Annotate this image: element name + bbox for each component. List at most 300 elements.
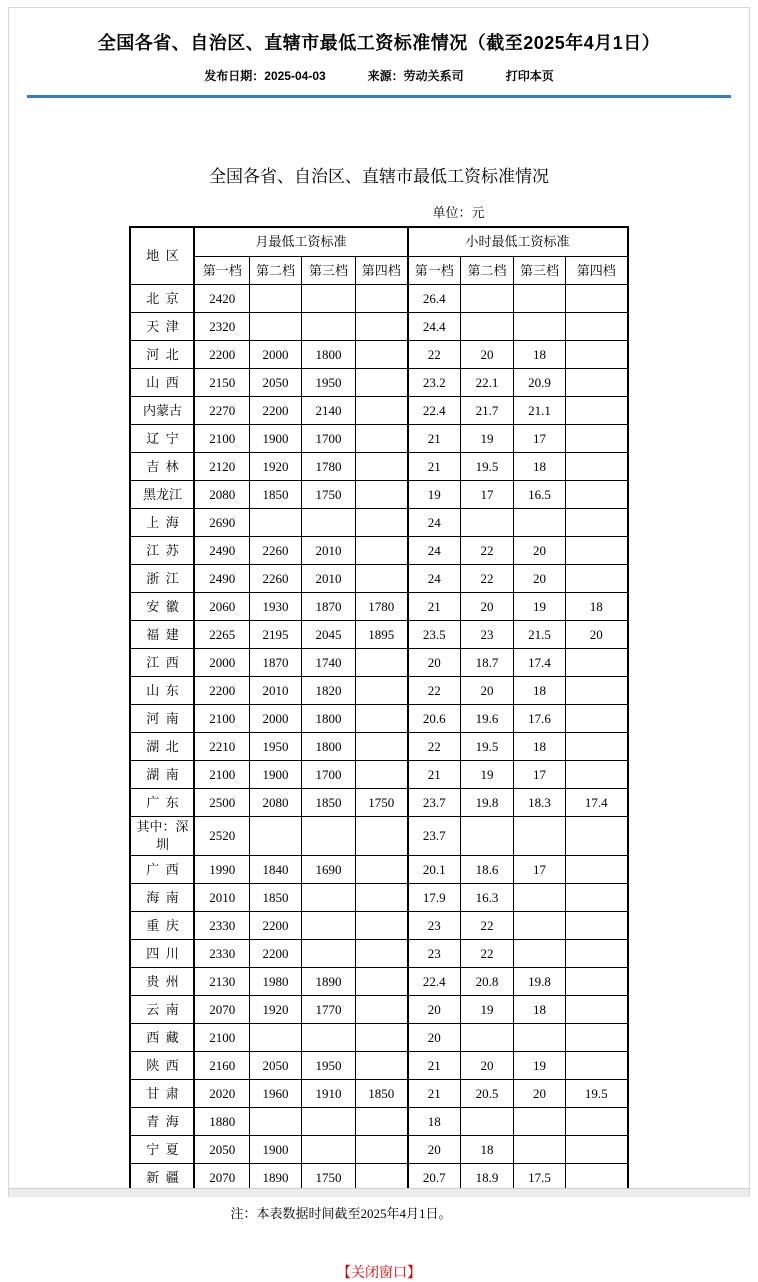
hourly-value-cell: 23	[408, 912, 461, 940]
table-row	[130, 733, 627, 761]
monthly-value-cell: 2010	[301, 537, 355, 565]
region-cell: 宁 夏	[130, 1136, 194, 1164]
monthly-value-cell	[355, 1052, 407, 1080]
hourly-value-cell	[461, 1108, 514, 1136]
hourly-value-cell: 23	[408, 940, 461, 968]
monthly-value-cell: 1750	[301, 481, 355, 509]
hourly-value-cell	[566, 1136, 628, 1164]
monthly-value-cell: 2265	[194, 621, 249, 649]
monthly-tier-1-header: 第一档	[194, 257, 249, 285]
monthly-value-cell: 1780	[355, 593, 407, 621]
hourly-value-cell	[566, 1052, 628, 1080]
monthly-value-cell: 1750	[355, 789, 407, 817]
hourly-value-cell	[514, 912, 566, 940]
hourly-value-cell: 18	[514, 453, 566, 481]
hourly-value-cell: 19	[408, 481, 461, 509]
hourly-value-cell: 19.5	[461, 453, 514, 481]
region-header: 地 区	[130, 227, 194, 285]
region-cell: 湖 南	[130, 761, 194, 789]
hourly-value-cell	[566, 677, 628, 705]
monthly-value-cell: 2420	[194, 285, 249, 313]
unit-row	[131, 202, 628, 221]
monthly-value-cell: 1950	[249, 733, 301, 761]
hourly-value-cell: 18	[514, 996, 566, 1024]
region-cell: 陕 西	[130, 1052, 194, 1080]
monthly-value-cell: 2200	[249, 397, 301, 425]
monthly-value-cell: 2500	[194, 789, 249, 817]
monthly-value-cell: 1820	[301, 677, 355, 705]
table-row	[130, 537, 627, 565]
monthly-value-cell	[355, 912, 407, 940]
region-cell: 河 北	[130, 341, 194, 369]
monthly-value-cell: 2210	[194, 733, 249, 761]
monthly-value-cell	[355, 761, 407, 789]
monthly-value-cell	[355, 968, 407, 996]
hourly-value-cell	[566, 817, 628, 856]
monthly-value-cell: 1700	[301, 761, 355, 789]
monthly-value-cell	[249, 509, 301, 537]
hourly-value-cell: 22	[461, 912, 514, 940]
monthly-value-cell: 2130	[194, 968, 249, 996]
hourly-value-cell: 21	[408, 593, 461, 621]
monthly-value-cell: 2140	[301, 397, 355, 425]
monthly-value-cell: 1800	[301, 733, 355, 761]
table-row	[130, 1108, 627, 1136]
monthly-value-cell	[249, 817, 301, 856]
monthly-value-cell: 2200	[249, 912, 301, 940]
region-cell: 贵 州	[130, 968, 194, 996]
monthly-value-cell	[301, 912, 355, 940]
hourly-value-cell	[566, 397, 628, 425]
monthly-value-cell: 1930	[249, 593, 301, 621]
monthly-value-cell: 1950	[301, 369, 355, 397]
monthly-value-cell	[355, 817, 407, 856]
table-row	[130, 369, 627, 397]
hourly-value-cell: 20.6	[408, 705, 461, 733]
hourly-value-cell	[566, 509, 628, 537]
meta-row	[9, 67, 749, 84]
region-cell: 安 徽	[130, 593, 194, 621]
monthly-value-cell: 2050	[194, 1136, 249, 1164]
hourly-tier-2-header: 第二档	[461, 257, 514, 285]
hourly-tier-1-header: 第一档	[408, 257, 461, 285]
monthly-tier-3-header: 第三档	[301, 257, 355, 285]
region-cell: 湖 北	[130, 733, 194, 761]
bottom-strip	[9, 1188, 749, 1197]
region-cell: 黑龙江	[130, 481, 194, 509]
monthly-value-cell	[301, 1136, 355, 1164]
hourly-value-cell: 20	[514, 537, 566, 565]
monthly-value-cell: 2330	[194, 940, 249, 968]
hourly-value-cell: 19.8	[514, 968, 566, 996]
hourly-value-cell: 20.5	[461, 1080, 514, 1108]
hourly-value-cell: 22	[408, 341, 461, 369]
hourly-value-cell: 23	[461, 621, 514, 649]
monthly-value-cell: 2010	[301, 565, 355, 593]
hourly-value-cell	[514, 1024, 566, 1052]
monthly-value-cell: 2100	[194, 761, 249, 789]
hourly-value-cell: 17.9	[408, 884, 461, 912]
monthly-value-cell: 2260	[249, 537, 301, 565]
hourly-value-cell: 21	[408, 425, 461, 453]
hourly-value-cell: 24	[408, 537, 461, 565]
monthly-value-cell: 2070	[194, 996, 249, 1024]
hourly-value-cell: 23.7	[408, 789, 461, 817]
monthly-value-cell	[249, 313, 301, 341]
hourly-value-cell: 20	[461, 341, 514, 369]
hourly-value-cell: 19	[461, 425, 514, 453]
monthly-value-cell	[355, 677, 407, 705]
monthly-value-cell: 1870	[301, 593, 355, 621]
monthly-value-cell	[355, 397, 407, 425]
table-row	[130, 912, 627, 940]
unit-label: 单位：元	[432, 205, 485, 220]
hourly-value-cell: 21.5	[514, 621, 566, 649]
monthly-value-cell: 1870	[249, 649, 301, 677]
hourly-value-cell	[566, 453, 628, 481]
hourly-value-cell	[514, 817, 566, 856]
region-cell: 天 津	[130, 313, 194, 341]
monthly-value-cell: 2200	[194, 341, 249, 369]
table-row	[130, 996, 627, 1024]
monthly-value-cell: 1750	[301, 1164, 355, 1193]
hourly-value-cell	[514, 509, 566, 537]
hourly-value-cell: 24	[408, 509, 461, 537]
hourly-value-cell	[514, 1136, 566, 1164]
monthly-value-cell	[249, 285, 301, 313]
publish-date: 发布日期：2025-04-03	[204, 69, 326, 83]
table-note: 注：本表数据时间截至2025年4月1日。	[230, 1206, 452, 1221]
hourly-value-cell: 19	[461, 996, 514, 1024]
hourly-value-cell: 22.4	[408, 968, 461, 996]
monthly-value-cell: 2490	[194, 565, 249, 593]
hourly-value-cell	[566, 761, 628, 789]
hourly-tier-3-header: 第三档	[514, 257, 566, 285]
article-body	[9, 162, 749, 1222]
hourly-value-cell: 20	[461, 593, 514, 621]
hourly-value-cell	[566, 912, 628, 940]
hourly-value-cell: 22	[461, 940, 514, 968]
monthly-value-cell	[355, 369, 407, 397]
monthly-value-cell: 2000	[249, 705, 301, 733]
table-row	[130, 565, 627, 593]
hourly-value-cell: 22	[408, 677, 461, 705]
table-row	[130, 313, 627, 341]
hourly-value-cell: 19.6	[461, 705, 514, 733]
hourly-value-cell: 19.5	[566, 1080, 628, 1108]
hourly-value-cell	[566, 341, 628, 369]
region-cell: 浙 江	[130, 565, 194, 593]
region-cell: 广 西	[130, 856, 194, 884]
wage-table	[129, 226, 628, 1193]
region-cell: 云 南	[130, 996, 194, 1024]
monthly-value-cell: 1920	[249, 996, 301, 1024]
table-row	[130, 1052, 627, 1080]
monthly-value-cell	[355, 1136, 407, 1164]
monthly-value-cell	[301, 940, 355, 968]
hourly-value-cell	[461, 313, 514, 341]
hourly-value-cell: 18	[514, 677, 566, 705]
monthly-tier-4-header: 第四档	[355, 257, 407, 285]
monthly-value-cell: 2070	[194, 1164, 249, 1193]
hourly-value-cell: 20	[461, 677, 514, 705]
hourly-value-cell: 22	[461, 565, 514, 593]
monthly-value-cell: 2100	[194, 705, 249, 733]
hourly-value-cell	[461, 285, 514, 313]
monthly-value-cell: 2200	[249, 940, 301, 968]
hourly-value-cell: 23.5	[408, 621, 461, 649]
hourly-value-cell: 18.3	[514, 789, 566, 817]
region-cell: 山 东	[130, 677, 194, 705]
hourly-value-cell: 18	[514, 733, 566, 761]
region-cell: 江 苏	[130, 537, 194, 565]
table-title: 全国各省、自治区、直辖市最低工资标准情况	[209, 167, 549, 186]
hourly-value-cell: 21	[408, 761, 461, 789]
table-row	[130, 593, 627, 621]
hourly-tier-4-header: 第四档	[566, 257, 628, 285]
hourly-value-cell: 23.2	[408, 369, 461, 397]
hourly-value-cell	[461, 1024, 514, 1052]
monthly-value-cell	[355, 565, 407, 593]
table-row	[130, 397, 627, 425]
monthly-value-cell: 2050	[249, 1052, 301, 1080]
monthly-value-cell	[355, 425, 407, 453]
monthly-value-cell: 2520	[194, 817, 249, 856]
monthly-value-cell: 2160	[194, 1052, 249, 1080]
wage-table-body	[130, 285, 627, 1193]
region-cell: 广 东	[130, 789, 194, 817]
region-cell: 四 川	[130, 940, 194, 968]
hourly-value-cell	[566, 996, 628, 1024]
hourly-value-cell: 21.7	[461, 397, 514, 425]
monthly-value-cell	[355, 996, 407, 1024]
hourly-value-cell	[514, 940, 566, 968]
hourly-value-cell: 18	[408, 1108, 461, 1136]
monthly-value-cell	[301, 313, 355, 341]
table-row	[130, 649, 627, 677]
hourly-value-cell	[514, 884, 566, 912]
table-row	[130, 1024, 627, 1052]
monthly-value-cell	[301, 1108, 355, 1136]
monthly-value-cell: 1840	[249, 856, 301, 884]
monthly-value-cell: 1890	[301, 968, 355, 996]
hourly-value-cell: 26.4	[408, 285, 461, 313]
hourly-value-cell: 20	[514, 1080, 566, 1108]
hourly-value-cell: 19.8	[461, 789, 514, 817]
monthly-value-cell: 2010	[249, 677, 301, 705]
table-row	[130, 1136, 627, 1164]
hourly-value-cell	[566, 565, 628, 593]
monthly-value-cell: 2010	[194, 884, 249, 912]
region-cell: 新 疆	[130, 1164, 194, 1193]
monthly-value-cell: 2150	[194, 369, 249, 397]
monthly-value-cell: 2060	[194, 593, 249, 621]
monthly-value-cell: 2260	[249, 565, 301, 593]
hourly-value-cell: 21	[408, 453, 461, 481]
monthly-value-cell: 1800	[301, 705, 355, 733]
table-row	[130, 677, 627, 705]
group-header-row	[130, 227, 627, 257]
hourly-value-cell: 20	[408, 1136, 461, 1164]
close-window-link[interactable]: 【关闭窗口】	[337, 1266, 421, 1281]
monthly-value-cell: 2080	[194, 481, 249, 509]
region-cell: 北 京	[130, 285, 194, 313]
monthly-value-cell: 1890	[249, 1164, 301, 1193]
region-cell: 内蒙古	[130, 397, 194, 425]
hourly-value-cell	[566, 884, 628, 912]
hourly-value-cell	[566, 285, 628, 313]
hourly-value-cell: 24.4	[408, 313, 461, 341]
hourly-value-cell	[566, 649, 628, 677]
hourly-value-cell: 17.4	[514, 649, 566, 677]
monthly-value-cell: 1895	[355, 621, 407, 649]
hourly-value-cell: 18.9	[461, 1164, 514, 1193]
monthly-value-cell: 2100	[194, 1024, 249, 1052]
table-row	[130, 856, 627, 884]
monthly-value-cell	[355, 453, 407, 481]
table-row	[130, 481, 627, 509]
table-row	[130, 285, 627, 313]
hourly-value-cell: 20.7	[408, 1164, 461, 1193]
monthly-value-cell: 1740	[301, 649, 355, 677]
table-row	[130, 705, 627, 733]
monthly-value-cell: 1950	[301, 1052, 355, 1080]
monthly-value-cell	[355, 537, 407, 565]
table-row	[130, 789, 627, 817]
hourly-value-cell: 18	[566, 593, 628, 621]
monthly-value-cell	[355, 285, 407, 313]
hourly-value-cell: 17.6	[514, 705, 566, 733]
hourly-value-cell: 19	[461, 761, 514, 789]
monthly-value-cell: 2045	[301, 621, 355, 649]
monthly-value-cell	[355, 341, 407, 369]
region-cell: 江 西	[130, 649, 194, 677]
region-cell: 山 西	[130, 369, 194, 397]
page-container	[8, 7, 750, 1281]
monthly-value-cell	[301, 285, 355, 313]
monthly-value-cell	[301, 1024, 355, 1052]
monthly-value-cell	[301, 884, 355, 912]
source: 来源：劳动关系司	[367, 69, 464, 83]
hourly-value-cell: 20	[514, 565, 566, 593]
hourly-value-cell	[461, 509, 514, 537]
close-row	[9, 1262, 749, 1282]
monthly-value-cell: 2120	[194, 453, 249, 481]
monthly-value-cell	[355, 313, 407, 341]
hourly-value-cell: 17.4	[566, 789, 628, 817]
table-row	[130, 968, 627, 996]
monthly-value-cell: 2320	[194, 313, 249, 341]
table-row	[130, 761, 627, 789]
hourly-value-cell: 20	[408, 996, 461, 1024]
hourly-value-cell: 21.1	[514, 397, 566, 425]
monthly-value-cell: 1900	[249, 1136, 301, 1164]
monthly-value-cell: 2200	[194, 677, 249, 705]
hourly-value-cell: 21	[408, 1080, 461, 1108]
region-cell: 青 海	[130, 1108, 194, 1136]
table-row	[130, 425, 627, 453]
print-page-link[interactable]: 打印本页	[505, 69, 554, 83]
region-cell: 其中：深圳	[130, 817, 194, 856]
hourly-value-cell: 19.5	[461, 733, 514, 761]
hourly-value-cell: 20	[566, 621, 628, 649]
hourly-value-cell: 22.4	[408, 397, 461, 425]
monthly-value-cell	[355, 481, 407, 509]
table-row	[130, 341, 627, 369]
page-title: 全国各省、自治区、直辖市最低工资标准情况（截至2025年4月1日）	[97, 33, 661, 53]
hourly-value-cell: 17	[514, 856, 566, 884]
monthly-value-cell: 2195	[249, 621, 301, 649]
hourly-value-cell: 18.6	[461, 856, 514, 884]
monthly-value-cell: 1850	[301, 789, 355, 817]
monthly-group-header: 月最低工资标准	[194, 227, 407, 257]
hourly-value-cell: 20.1	[408, 856, 461, 884]
hourly-value-cell: 17.5	[514, 1164, 566, 1193]
hourly-value-cell: 21	[408, 1052, 461, 1080]
hourly-value-cell	[566, 369, 628, 397]
monthly-value-cell	[355, 1108, 407, 1136]
hourly-value-cell: 19	[514, 593, 566, 621]
monthly-value-cell: 2490	[194, 537, 249, 565]
hourly-value-cell	[566, 537, 628, 565]
table-row	[130, 884, 627, 912]
monthly-value-cell: 1800	[301, 341, 355, 369]
monthly-value-cell: 1850	[249, 884, 301, 912]
monthly-value-cell: 1780	[301, 453, 355, 481]
monthly-value-cell: 2000	[194, 649, 249, 677]
hourly-value-cell: 20.8	[461, 968, 514, 996]
monthly-value-cell: 1900	[249, 761, 301, 789]
hourly-value-cell	[566, 940, 628, 968]
hourly-value-cell	[566, 425, 628, 453]
monthly-value-cell: 1770	[301, 996, 355, 1024]
monthly-value-cell	[249, 1024, 301, 1052]
region-cell: 河 南	[130, 705, 194, 733]
hourly-value-cell: 17	[514, 425, 566, 453]
monthly-value-cell: 1910	[301, 1080, 355, 1108]
monthly-value-cell	[301, 509, 355, 537]
header-divider	[27, 95, 731, 98]
table-row	[130, 453, 627, 481]
hourly-value-cell: 17	[461, 481, 514, 509]
hourly-value-cell: 19	[514, 1052, 566, 1080]
monthly-value-cell: 1880	[194, 1108, 249, 1136]
table-row	[130, 621, 627, 649]
hourly-value-cell	[566, 968, 628, 996]
hourly-value-cell: 22	[461, 537, 514, 565]
monthly-value-cell: 2270	[194, 397, 249, 425]
monthly-value-cell	[301, 817, 355, 856]
region-cell: 上 海	[130, 509, 194, 537]
hourly-value-cell: 24	[408, 565, 461, 593]
hourly-value-cell	[566, 733, 628, 761]
monthly-value-cell	[355, 649, 407, 677]
hourly-value-cell: 22.1	[461, 369, 514, 397]
hourly-value-cell: 22	[408, 733, 461, 761]
region-cell: 重 庆	[130, 912, 194, 940]
region-cell: 海 南	[130, 884, 194, 912]
hourly-value-cell: 20.9	[514, 369, 566, 397]
hourly-value-cell: 17	[514, 761, 566, 789]
monthly-value-cell: 1900	[249, 425, 301, 453]
region-cell: 甘 肃	[130, 1080, 194, 1108]
monthly-value-cell: 1990	[194, 856, 249, 884]
monthly-value-cell: 2050	[249, 369, 301, 397]
monthly-value-cell: 2080	[249, 789, 301, 817]
monthly-value-cell: 1920	[249, 453, 301, 481]
monthly-value-cell: 2330	[194, 912, 249, 940]
table-row	[130, 509, 627, 537]
